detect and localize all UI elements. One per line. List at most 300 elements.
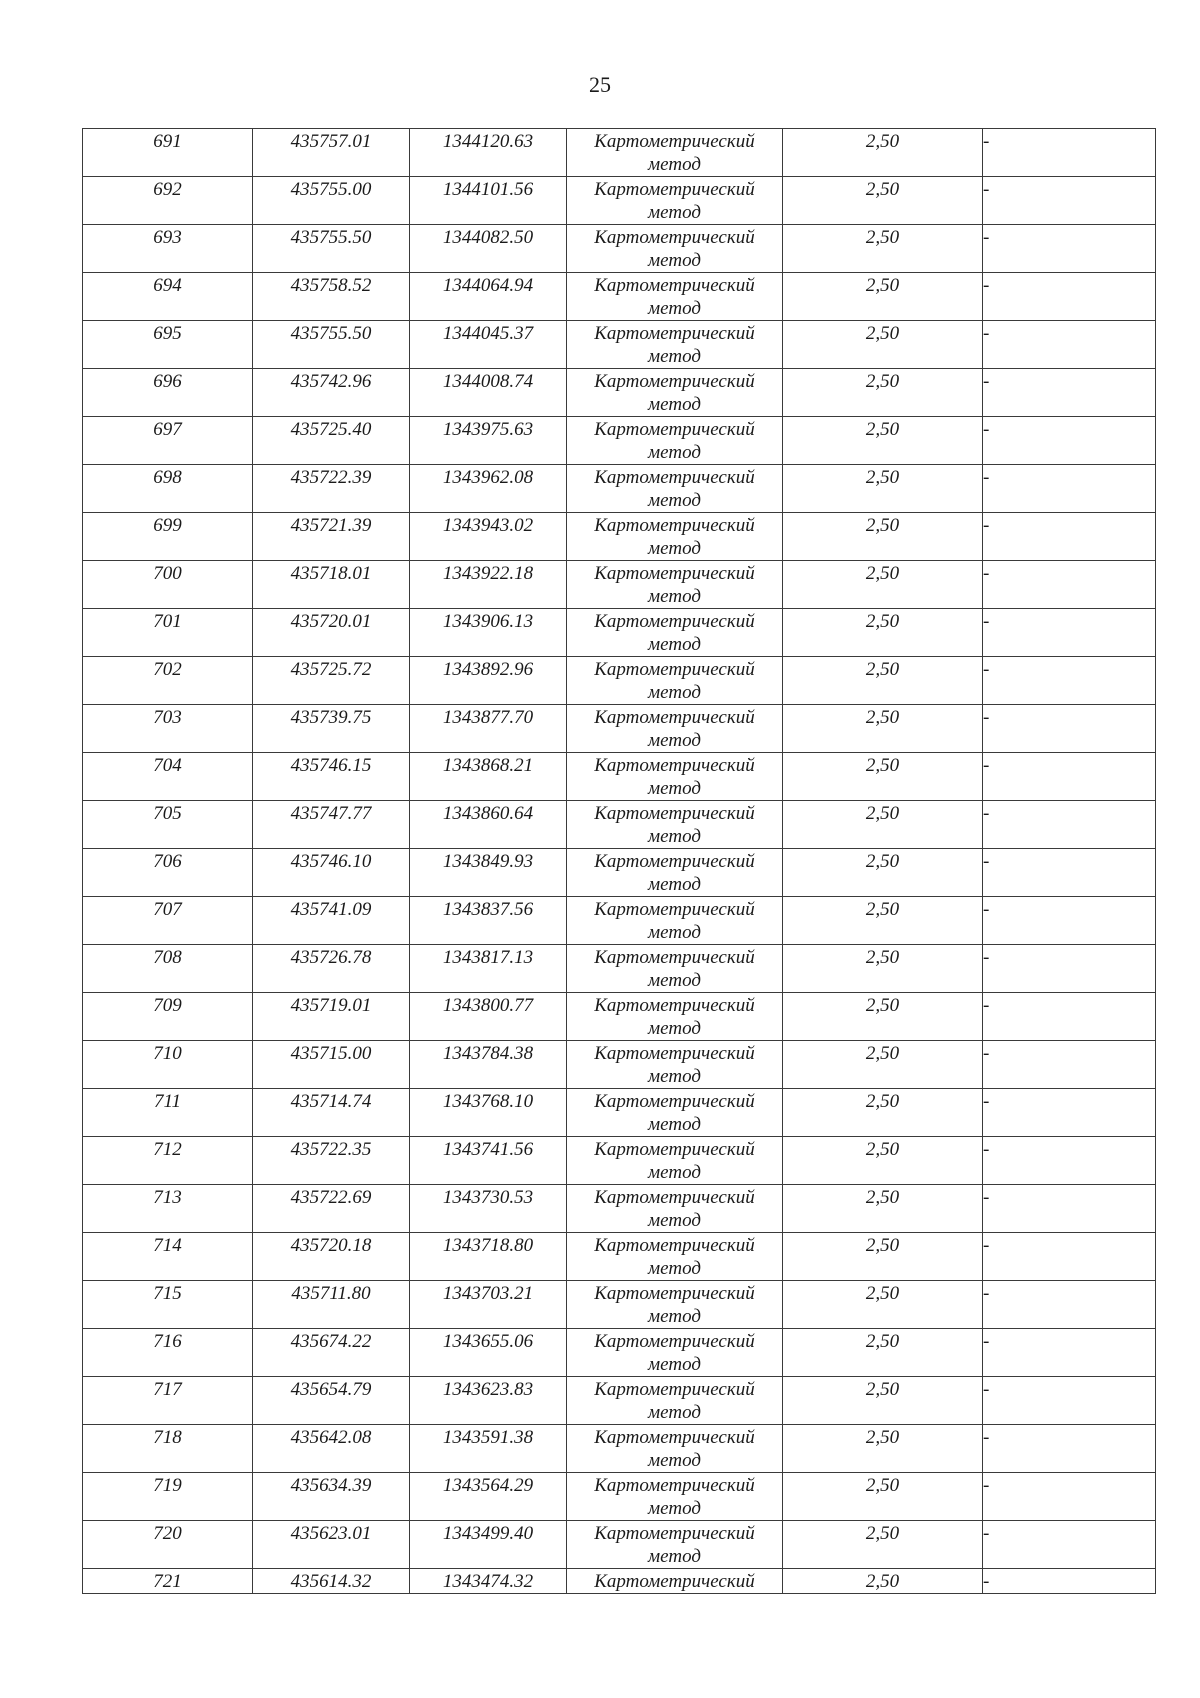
method-line-1: Картометрический bbox=[594, 1043, 755, 1064]
table-row bbox=[83, 849, 1156, 897]
accuracy-cell bbox=[783, 1185, 983, 1233]
x-coordinate-cell bbox=[253, 801, 410, 849]
point-number-cell bbox=[83, 609, 253, 657]
x-coordinate-cell bbox=[253, 177, 410, 225]
description-cell-text: - bbox=[983, 563, 990, 584]
coordinates-table-body bbox=[83, 129, 1156, 1594]
x-coordinate-cell bbox=[253, 753, 410, 801]
table-row bbox=[83, 1473, 1156, 1521]
accuracy-cell-text: 2,50 bbox=[865, 1379, 900, 1400]
accuracy-cell bbox=[783, 369, 983, 417]
x-coordinate-cell-text: 435757.01 bbox=[290, 131, 372, 152]
method-cell bbox=[567, 1569, 783, 1594]
table-row bbox=[83, 225, 1156, 273]
accuracy-cell bbox=[783, 177, 983, 225]
y-coordinate-cell-text: 1343892.96 bbox=[442, 659, 534, 680]
accuracy-cell-text: 2,50 bbox=[865, 515, 900, 536]
description-cell bbox=[983, 1425, 1156, 1473]
y-coordinate-cell bbox=[410, 417, 567, 465]
method-line-2: метод bbox=[648, 1546, 701, 1567]
point-number-cell bbox=[83, 1137, 253, 1185]
x-coordinate-cell-text: 435634.39 bbox=[290, 1475, 372, 1496]
point-number-cell-text: 709 bbox=[153, 995, 182, 1016]
y-coordinate-cell-text: 1343591.38 bbox=[442, 1427, 534, 1448]
accuracy-cell-text: 2,50 bbox=[865, 1139, 900, 1160]
y-coordinate-cell-text: 1343837.56 bbox=[442, 899, 534, 920]
x-coordinate-cell-text: 435719.01 bbox=[290, 995, 372, 1016]
x-coordinate-cell bbox=[253, 1281, 410, 1329]
method-line-2: метод bbox=[648, 1114, 701, 1135]
x-coordinate-cell bbox=[253, 1569, 410, 1594]
method-line-2: метод bbox=[648, 634, 701, 655]
point-number-cell-text: 721 bbox=[153, 1571, 182, 1592]
point-number-cell-text: 696 bbox=[153, 371, 182, 392]
x-coordinate-cell-text: 435715.00 bbox=[290, 1043, 372, 1064]
x-coordinate-cell-text: 435755.50 bbox=[290, 323, 372, 344]
y-coordinate-cell bbox=[410, 993, 567, 1041]
accuracy-cell-text: 2,50 bbox=[865, 1283, 900, 1304]
y-coordinate-cell-text: 1343474.32 bbox=[442, 1571, 534, 1592]
accuracy-cell-text: 2,50 bbox=[865, 1475, 900, 1496]
x-coordinate-cell bbox=[253, 705, 410, 753]
point-number-cell-text: 692 bbox=[153, 179, 182, 200]
method-line-1: Картометрический bbox=[594, 755, 755, 776]
method-line-2: метод bbox=[648, 202, 701, 223]
y-coordinate-cell bbox=[410, 1569, 567, 1594]
table-row bbox=[83, 801, 1156, 849]
table-row bbox=[83, 1329, 1156, 1377]
point-number-cell-text: 691 bbox=[153, 131, 182, 152]
y-coordinate-cell-text: 1343564.29 bbox=[442, 1475, 534, 1496]
x-coordinate-cell-text: 435755.50 bbox=[290, 227, 372, 248]
method-line-2: метод bbox=[648, 346, 701, 367]
accuracy-cell-text: 2,50 bbox=[865, 563, 900, 584]
x-coordinate-cell bbox=[253, 1377, 410, 1425]
description-cell-text: - bbox=[983, 1475, 990, 1496]
y-coordinate-cell bbox=[410, 1185, 567, 1233]
method-line-1: Картометрический bbox=[594, 899, 755, 920]
table-row bbox=[83, 1569, 1156, 1594]
y-coordinate-cell bbox=[410, 657, 567, 705]
method-line-1: Картометрический bbox=[594, 659, 755, 680]
method-line-1: Картометрический bbox=[594, 707, 755, 728]
y-coordinate-cell-text: 1344008.74 bbox=[442, 371, 534, 392]
method-line-2: метод bbox=[648, 1450, 701, 1471]
x-coordinate-cell-text: 435714.74 bbox=[290, 1091, 372, 1112]
x-coordinate-cell bbox=[253, 849, 410, 897]
y-coordinate-cell-text: 1343849.93 bbox=[442, 851, 534, 872]
table-row bbox=[83, 465, 1156, 513]
y-coordinate-cell bbox=[410, 801, 567, 849]
point-number-cell-text: 697 bbox=[153, 419, 182, 440]
accuracy-cell bbox=[783, 417, 983, 465]
x-coordinate-cell-text: 435642.08 bbox=[290, 1427, 372, 1448]
accuracy-cell-text: 2,50 bbox=[865, 1043, 900, 1064]
table-row bbox=[83, 897, 1156, 945]
x-coordinate-cell-text: 435725.40 bbox=[290, 419, 372, 440]
accuracy-cell bbox=[783, 1569, 983, 1594]
method-line-2: метод bbox=[648, 1210, 701, 1231]
accuracy-cell-text: 2,50 bbox=[865, 179, 900, 200]
accuracy-cell-text: 2,50 bbox=[865, 419, 900, 440]
x-coordinate-cell-text: 435746.15 bbox=[290, 755, 372, 776]
table-row bbox=[83, 321, 1156, 369]
y-coordinate-cell bbox=[410, 753, 567, 801]
x-coordinate-cell bbox=[253, 945, 410, 993]
accuracy-cell-text: 2,50 bbox=[865, 323, 900, 344]
description-cell bbox=[983, 1569, 1156, 1594]
description-cell-text: - bbox=[983, 275, 990, 296]
method-cell bbox=[567, 753, 783, 801]
method-line-2: метод bbox=[648, 1306, 701, 1327]
point-number-cell-text: 712 bbox=[153, 1139, 182, 1160]
description-cell bbox=[983, 225, 1156, 273]
method-cell bbox=[567, 513, 783, 561]
description-cell-text: - bbox=[983, 227, 990, 248]
table-row bbox=[83, 513, 1156, 561]
point-number-cell-text: 703 bbox=[153, 707, 182, 728]
method-cell bbox=[567, 129, 783, 177]
method-line-2: метод bbox=[648, 394, 701, 415]
x-coordinate-cell bbox=[253, 465, 410, 513]
accuracy-cell-text: 2,50 bbox=[865, 1523, 900, 1544]
y-coordinate-cell-text: 1343703.21 bbox=[442, 1283, 534, 1304]
x-coordinate-cell-text: 435758.52 bbox=[290, 275, 372, 296]
description-cell-text: - bbox=[983, 1235, 990, 1256]
method-line-1: Картометрический bbox=[594, 515, 755, 536]
y-coordinate-cell bbox=[410, 273, 567, 321]
method-line-1: Картометрический bbox=[594, 1571, 755, 1592]
accuracy-cell bbox=[783, 1377, 983, 1425]
description-cell bbox=[983, 897, 1156, 945]
method-cell bbox=[567, 1425, 783, 1473]
table-row bbox=[83, 1425, 1156, 1473]
table-row bbox=[83, 1185, 1156, 1233]
method-cell bbox=[567, 369, 783, 417]
description-cell bbox=[983, 177, 1156, 225]
accuracy-cell bbox=[783, 321, 983, 369]
accuracy-cell bbox=[783, 1329, 983, 1377]
method-line-1: Картометрический bbox=[594, 1187, 755, 1208]
description-cell-text: - bbox=[983, 611, 990, 632]
point-number-cell-text: 711 bbox=[153, 1091, 182, 1112]
y-coordinate-cell-text: 1343741.56 bbox=[442, 1139, 534, 1160]
point-number-cell-text: 702 bbox=[153, 659, 182, 680]
accuracy-cell-text: 2,50 bbox=[865, 1427, 900, 1448]
method-line-2: метод bbox=[648, 682, 701, 703]
point-number-cell-text: 710 bbox=[153, 1043, 182, 1064]
method-line-2: метод bbox=[648, 154, 701, 175]
method-line-2: метод bbox=[648, 490, 701, 511]
y-coordinate-cell-text: 1343860.64 bbox=[442, 803, 534, 824]
description-cell-text: - bbox=[983, 659, 990, 680]
accuracy-cell bbox=[783, 897, 983, 945]
point-number-cell bbox=[83, 849, 253, 897]
method-cell bbox=[567, 561, 783, 609]
point-number-cell-text: 705 bbox=[153, 803, 182, 824]
description-cell-text: - bbox=[983, 371, 990, 392]
point-number-cell bbox=[83, 1377, 253, 1425]
table-row bbox=[83, 417, 1156, 465]
x-coordinate-cell-text: 435755.00 bbox=[290, 179, 372, 200]
method-line-1: Картометрический bbox=[594, 947, 755, 968]
point-number-cell bbox=[83, 129, 253, 177]
point-number-cell-text: 706 bbox=[153, 851, 182, 872]
point-number-cell bbox=[83, 369, 253, 417]
point-number-cell bbox=[83, 945, 253, 993]
table-row bbox=[83, 1041, 1156, 1089]
description-cell-text: - bbox=[983, 1043, 990, 1064]
point-number-cell-text: 720 bbox=[153, 1523, 182, 1544]
description-cell bbox=[983, 945, 1156, 993]
accuracy-cell bbox=[783, 945, 983, 993]
x-coordinate-cell-text: 435674.22 bbox=[290, 1331, 372, 1352]
y-coordinate-cell bbox=[410, 561, 567, 609]
point-number-cell bbox=[83, 1473, 253, 1521]
method-cell bbox=[567, 1089, 783, 1137]
point-number-cell-text: 699 bbox=[153, 515, 182, 536]
y-coordinate-cell bbox=[410, 369, 567, 417]
method-line-2: метод bbox=[648, 1018, 701, 1039]
method-cell bbox=[567, 609, 783, 657]
accuracy-cell-text: 2,50 bbox=[865, 1187, 900, 1208]
description-cell bbox=[983, 417, 1156, 465]
method-cell bbox=[567, 417, 783, 465]
y-coordinate-cell-text: 1343906.13 bbox=[442, 611, 534, 632]
y-coordinate-cell bbox=[410, 1425, 567, 1473]
method-line-1: Картометрический bbox=[594, 1283, 755, 1304]
method-line-2: метод bbox=[648, 1498, 701, 1519]
accuracy-cell-text: 2,50 bbox=[865, 803, 900, 824]
method-line-1: Картометрический bbox=[594, 995, 755, 1016]
description-cell bbox=[983, 465, 1156, 513]
accuracy-cell-text: 2,50 bbox=[865, 371, 900, 392]
description-cell-text: - bbox=[983, 1571, 990, 1592]
accuracy-cell bbox=[783, 705, 983, 753]
description-cell-text: - bbox=[983, 323, 990, 344]
point-number-cell-text: 717 bbox=[153, 1379, 182, 1400]
x-coordinate-cell-text: 435741.09 bbox=[290, 899, 372, 920]
accuracy-cell-text: 2,50 bbox=[865, 659, 900, 680]
accuracy-cell bbox=[783, 465, 983, 513]
description-cell-text: - bbox=[983, 995, 990, 1016]
method-line-2: метод bbox=[648, 1258, 701, 1279]
y-coordinate-cell-text: 1343800.77 bbox=[442, 995, 534, 1016]
x-coordinate-cell-text: 435720.01 bbox=[290, 611, 372, 632]
x-coordinate-cell-text: 435720.18 bbox=[290, 1235, 372, 1256]
method-line-1: Картометрический bbox=[594, 275, 755, 296]
x-coordinate-cell-text: 435721.39 bbox=[290, 515, 372, 536]
point-number-cell bbox=[83, 465, 253, 513]
accuracy-cell-text: 2,50 bbox=[865, 1091, 900, 1112]
y-coordinate-cell bbox=[410, 129, 567, 177]
description-cell-text: - bbox=[983, 803, 990, 824]
description-cell-text: - bbox=[983, 515, 990, 536]
x-coordinate-cell bbox=[253, 1329, 410, 1377]
table-row bbox=[83, 1089, 1156, 1137]
method-line-1: Картометрический bbox=[594, 1475, 755, 1496]
point-number-cell bbox=[83, 1521, 253, 1569]
method-cell bbox=[567, 1233, 783, 1281]
description-cell-text: - bbox=[983, 1283, 990, 1304]
description-cell-text: - bbox=[983, 1379, 990, 1400]
point-number-cell bbox=[83, 1281, 253, 1329]
table-row bbox=[83, 1377, 1156, 1425]
page-number: 25 bbox=[589, 72, 611, 97]
point-number-cell bbox=[83, 513, 253, 561]
description-cell-text: - bbox=[983, 419, 990, 440]
method-line-2: метод bbox=[648, 442, 701, 463]
method-line-1: Картометрический bbox=[594, 1139, 755, 1160]
method-cell bbox=[567, 1185, 783, 1233]
x-coordinate-cell bbox=[253, 1185, 410, 1233]
x-coordinate-cell-text: 435739.75 bbox=[290, 707, 372, 728]
description-cell bbox=[983, 753, 1156, 801]
x-coordinate-cell bbox=[253, 897, 410, 945]
x-coordinate-cell-text: 435722.39 bbox=[290, 467, 372, 488]
x-coordinate-cell bbox=[253, 1473, 410, 1521]
accuracy-cell-text: 2,50 bbox=[865, 611, 900, 632]
point-number-cell bbox=[83, 177, 253, 225]
accuracy-cell-text: 2,50 bbox=[865, 131, 900, 152]
y-coordinate-cell bbox=[410, 1329, 567, 1377]
table-row bbox=[83, 273, 1156, 321]
point-number-cell bbox=[83, 417, 253, 465]
point-number-cell bbox=[83, 225, 253, 273]
description-cell bbox=[983, 1473, 1156, 1521]
accuracy-cell bbox=[783, 1137, 983, 1185]
y-coordinate-cell-text: 1343943.02 bbox=[442, 515, 534, 536]
accuracy-cell-text: 2,50 bbox=[865, 227, 900, 248]
y-coordinate-cell-text: 1343868.21 bbox=[442, 755, 534, 776]
x-coordinate-cell bbox=[253, 321, 410, 369]
y-coordinate-cell bbox=[410, 705, 567, 753]
x-coordinate-cell bbox=[253, 561, 410, 609]
x-coordinate-cell-text: 435742.96 bbox=[290, 371, 372, 392]
method-cell bbox=[567, 1329, 783, 1377]
method-line-1: Картометрический bbox=[594, 563, 755, 584]
x-coordinate-cell bbox=[253, 225, 410, 273]
accuracy-cell bbox=[783, 129, 983, 177]
description-cell bbox=[983, 1281, 1156, 1329]
accuracy-cell-text: 2,50 bbox=[865, 899, 900, 920]
x-coordinate-cell bbox=[253, 129, 410, 177]
description-cell-text: - bbox=[983, 755, 990, 776]
method-cell bbox=[567, 321, 783, 369]
x-coordinate-cell bbox=[253, 609, 410, 657]
method-line-1: Картометрический bbox=[594, 323, 755, 344]
point-number-cell-text: 693 bbox=[153, 227, 182, 248]
description-cell-text: - bbox=[983, 947, 990, 968]
point-number-cell-text: 707 bbox=[153, 899, 182, 920]
point-number-cell bbox=[83, 1329, 253, 1377]
method-line-2: метод bbox=[648, 874, 701, 895]
point-number-cell-text: 701 bbox=[153, 611, 182, 632]
method-line-2: метод bbox=[648, 826, 701, 847]
method-cell bbox=[567, 273, 783, 321]
method-line-1: Картометрический bbox=[594, 371, 755, 392]
description-cell bbox=[983, 369, 1156, 417]
method-cell bbox=[567, 993, 783, 1041]
y-coordinate-cell-text: 1343975.63 bbox=[442, 419, 534, 440]
accuracy-cell-text: 2,50 bbox=[865, 275, 900, 296]
method-cell bbox=[567, 801, 783, 849]
description-cell-text: - bbox=[983, 899, 990, 920]
y-coordinate-cell bbox=[410, 1089, 567, 1137]
table-row bbox=[83, 369, 1156, 417]
description-cell bbox=[983, 129, 1156, 177]
point-number-cell bbox=[83, 657, 253, 705]
method-line-1: Картометрический bbox=[594, 131, 755, 152]
table-row bbox=[83, 945, 1156, 993]
x-coordinate-cell bbox=[253, 1233, 410, 1281]
table-row bbox=[83, 129, 1156, 177]
description-cell bbox=[983, 1233, 1156, 1281]
x-coordinate-cell bbox=[253, 1137, 410, 1185]
y-coordinate-cell bbox=[410, 849, 567, 897]
description-cell bbox=[983, 705, 1156, 753]
description-cell-text: - bbox=[983, 1187, 990, 1208]
description-cell-text: - bbox=[983, 1523, 990, 1544]
y-coordinate-cell bbox=[410, 1281, 567, 1329]
table-row bbox=[83, 1521, 1156, 1569]
y-coordinate-cell bbox=[410, 1377, 567, 1425]
method-cell bbox=[567, 1377, 783, 1425]
point-number-cell bbox=[83, 1185, 253, 1233]
y-coordinate-cell bbox=[410, 1137, 567, 1185]
accuracy-cell bbox=[783, 273, 983, 321]
y-coordinate-cell bbox=[410, 1521, 567, 1569]
description-cell-text: - bbox=[983, 1427, 990, 1448]
y-coordinate-cell-text: 1343730.53 bbox=[442, 1187, 534, 1208]
description-cell-text: - bbox=[983, 179, 990, 200]
accuracy-cell-text: 2,50 bbox=[865, 467, 900, 488]
point-number-cell-text: 698 bbox=[153, 467, 182, 488]
y-coordinate-cell-text: 1343655.06 bbox=[442, 1331, 534, 1352]
method-cell bbox=[567, 1137, 783, 1185]
table-row bbox=[83, 609, 1156, 657]
table-row bbox=[83, 753, 1156, 801]
method-cell bbox=[567, 1041, 783, 1089]
y-coordinate-cell-text: 1343922.18 bbox=[442, 563, 534, 584]
method-line-2: метод bbox=[648, 586, 701, 607]
y-coordinate-cell-text: 1344082.50 bbox=[442, 227, 534, 248]
y-coordinate-cell bbox=[410, 465, 567, 513]
x-coordinate-cell-text: 435747.77 bbox=[290, 803, 372, 824]
point-number-cell-text: 719 bbox=[153, 1475, 182, 1496]
point-number-cell bbox=[83, 993, 253, 1041]
x-coordinate-cell bbox=[253, 513, 410, 561]
table-row bbox=[83, 1281, 1156, 1329]
method-cell bbox=[567, 177, 783, 225]
method-line-2: метод bbox=[648, 778, 701, 799]
method-line-2: метод bbox=[648, 1354, 701, 1375]
method-line-1: Картометрический bbox=[594, 419, 755, 440]
method-cell bbox=[567, 657, 783, 705]
y-coordinate-cell-text: 1343817.13 bbox=[442, 947, 534, 968]
description-cell bbox=[983, 1377, 1156, 1425]
y-coordinate-cell-text: 1343962.08 bbox=[442, 467, 534, 488]
x-coordinate-cell-text: 435718.01 bbox=[290, 563, 372, 584]
point-number-cell-text: 713 bbox=[153, 1187, 182, 1208]
y-coordinate-cell-text: 1344064.94 bbox=[442, 275, 534, 296]
coordinates-table bbox=[82, 128, 1156, 1594]
accuracy-cell bbox=[783, 801, 983, 849]
accuracy-cell bbox=[783, 657, 983, 705]
x-coordinate-cell-text: 435711.80 bbox=[291, 1283, 371, 1304]
y-coordinate-cell bbox=[410, 897, 567, 945]
method-line-2: метод bbox=[648, 922, 701, 943]
